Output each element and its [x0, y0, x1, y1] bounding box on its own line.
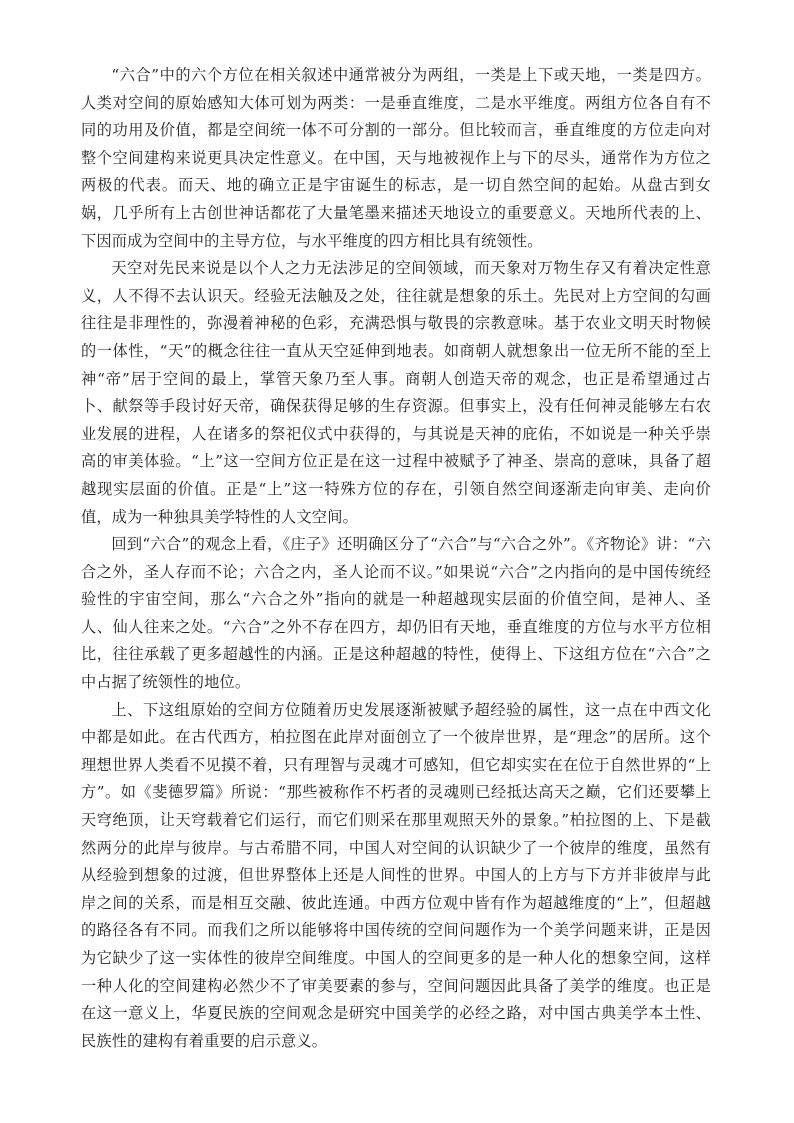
- paragraph-zhuangzi-liuhe: 回到“六合”的观念上看，《庄子》还明确区分了“六合”与“六合之外”。《齐物论》讲：“六合之外，圣人存而不论；六合之内，圣人论而不议。”如果说“六合”之内指向的是中国传统经验性的宇宙空间，那么“六合之外”指向的就是一种超越现实层面的价值空间，是神人、圣人、仙人往来之处。“六合”之外不存在四方，却仍旧有天地，垂直维度的方位与水平方位相比，往往承载了更多超越性的内涵。正是这种超越的特性，使得上、下这组方位在“六合”之中占据了统领性的地位。: [81, 535, 711, 692]
- paragraph-liuhe-directions: “六合”中的六个方位在相关叙述中通常被分为两组，一类是上下或天地，一类是四方。人类对空间的原始感知大体可划为两类：一是垂直维度，二是水平维度。两组方位各自有不同的功用及价值，都是空间统一体不可分割的一部分。但比较而言，垂直维度的方位走向对整个空间建构来说更具决定性意义。在中国，天与地被视作上与下的尽头，通常作为方位之两极的代表。而天、地的确立正是宇宙诞生的标志，是一切自然空间的起始。从盘古到女娲，几乎所有上古创世神话都花了大量笔墨来描述天地设立的重要意义。天地所代表的上、下因而成为空间中的主导方位，与水平维度的四方相比具有统领性。: [81, 66, 711, 250]
- paragraph-east-west-comparison: 上、下这组原始的空间方位随着历史发展逐渐被赋予超经验的属性，这一点在中西文化中都是如此。在古代西方，柏拉图在此岸对面创立了一个彼岸世界，是“理念”的居所。这个理想世界人类看不见摸不着，只有理智与灵魂才可感知，但它却实实在在位于自然世界的“上方”。如《斐德罗篇》所说：“那些被称作不朽者的灵魂则已经抵达高天之巅，它们还要攀上天穹绝顶，让天穹载着它们运行，而它们则采在那里观照天外的景象。”柏拉图的上、下是截然两分的此岸与彼岸。与古希腊不同，中国人对空间的认识缺少了一个彼岸的维度，虽然有从经验到想象的过渡，但世界整体上还是人间性的世界。中国人的上方与下方并非彼岸与此岸之间的关系，而是相互交融、彼此连通。中西方位观中皆有作为超越维度的“上”，但超越的路径各有不同。而我们之所以能够将中国传统的空间问题作为一个美学问题来讲，正是因为它缺少了这一实体性的彼岸空间维度。中国人的空间更多的是一种人化的想象空间，这样一种人化的空间建构必然少不了审美要素的参与，空间问题因此具备了美学的维度。也正是在这一意义上，华夏民族的空间观念是研究中国美学的必经之路，对中国古典美学本土性、民族性的建构有着重要的启示意义。: [81, 700, 711, 1050]
- paragraph-sky-and-ancestors: 天空对先民来说是以个人之力无法涉足的空间领域，而天象对万物生存又有着决定性意义，人不得不去认识天。经验无法触及之处，往往就是想象的乐土。先民对上方空间的勾画往往是非理性的，弥漫着神秘的色彩，充满恐惧与敬畏的宗教意味。基于农业文明天时物候的一体性，“天”的概念往往一直从天空延伸到地表。如商朝人就想象出一位无所不能的至上神“帝”居于空间的最上，掌管天象乃至人事。商朝人创造天帝的观念，也正是希望通过占卜、献祭等手段讨好天帝，确保获得足够的生存资源。但事实上，没有任何神灵能够左右农业发展的进程，人在诸多的祭祀仪式中获得的，与其说是天神的庇佑，不如说是一种关乎崇高的审美体验。“上”这一空间方位正是在这一过程中被赋予了神圣、崇高的意味，具备了超越现实层面的价值。正是“上”这一特殊方位的存在，引领自然空间逐渐走向审美、走向价值，成为一种独具美学特性的人文空间。: [81, 259, 711, 526]
- document-body: [81, 62, 711, 1055]
